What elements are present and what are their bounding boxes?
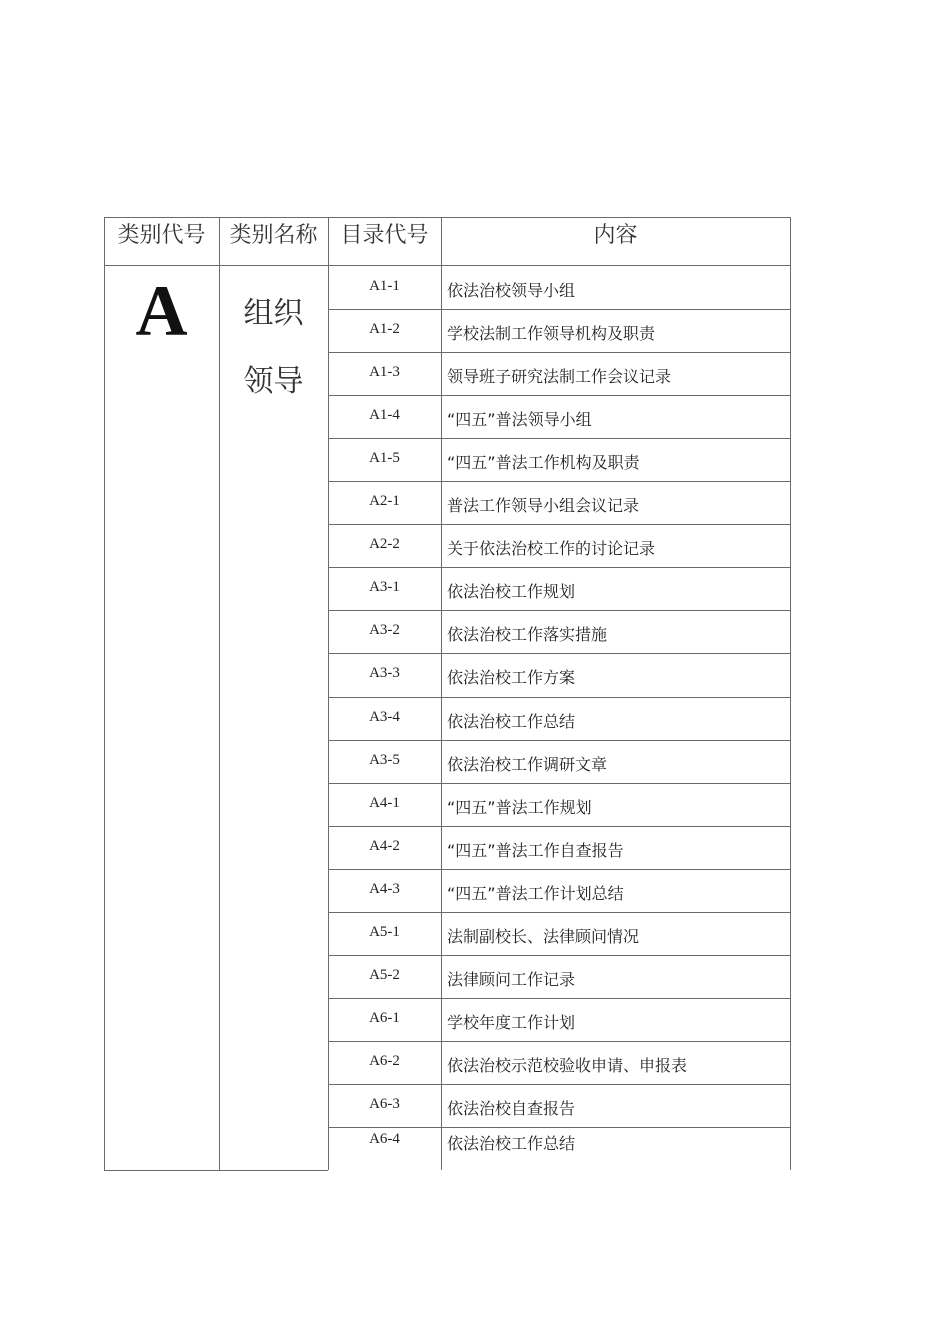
row-content: 依法治校自查报告	[447, 1098, 576, 1118]
row-code: A1-2	[369, 321, 400, 338]
table-row	[328, 567, 790, 610]
row-code: A6-4	[369, 1131, 400, 1147]
row-content: “四五”普法工作自查报告	[447, 840, 624, 860]
table-row	[328, 481, 790, 524]
table-row	[328, 1041, 790, 1084]
row-code: A2-1	[369, 493, 400, 510]
row-code: A3-3	[369, 665, 400, 682]
table-row	[328, 438, 790, 481]
category-code-letter: A	[135, 271, 188, 351]
table-row	[328, 783, 790, 826]
row-content: 学校年度工作计划	[447, 1012, 576, 1032]
table-row	[328, 524, 790, 567]
row-code: A6-1	[369, 1009, 400, 1026]
row-code: A3-5	[369, 751, 400, 768]
row-code: A3-1	[369, 579, 400, 596]
row-code: A3-2	[369, 622, 400, 639]
table-row	[328, 309, 790, 352]
row-code: A6-2	[369, 1052, 400, 1069]
row-code: A4-3	[369, 880, 400, 897]
row-code: A5-2	[369, 966, 400, 983]
row-code: A6-3	[369, 1095, 400, 1112]
row-content: 依法治校工作规划	[447, 582, 576, 602]
row-code: A4-1	[369, 794, 400, 811]
row-content: 依法治校工作落实措施	[447, 625, 608, 645]
table-row	[328, 1127, 790, 1170]
col-border	[790, 217, 791, 1170]
row-code: A2-2	[369, 536, 400, 553]
table-row	[328, 266, 790, 309]
row-content: 法制副校长、法律顾问情况	[447, 926, 640, 946]
header-category-code: 类别代号	[117, 222, 206, 248]
table-row	[328, 610, 790, 653]
row-content: “四五”普法工作计划总结	[447, 883, 624, 903]
table-row	[328, 826, 790, 869]
row-content: 学校法制工作领导机构及职责	[447, 324, 656, 344]
header-content: 内容	[593, 222, 638, 248]
header-category-name: 类别名称	[229, 222, 318, 248]
category-name-line2: 领导	[243, 364, 304, 399]
table-row	[328, 912, 790, 955]
row-content: 领导班子研究法制工作会议记录	[447, 367, 672, 387]
row-content: 依法治校工作方案	[447, 668, 576, 688]
table-row	[328, 653, 790, 696]
row-code: A3-4	[369, 708, 400, 725]
table-row	[328, 869, 790, 912]
row-content: 依法治校工作总结	[447, 1134, 576, 1153]
row-content: 依法治校领导小组	[447, 281, 576, 300]
row-content: “四五”普法工作规划	[447, 797, 592, 817]
table-row	[328, 395, 790, 438]
col-border	[104, 217, 105, 1170]
row-content: 普法工作领导小组会议记录	[447, 496, 640, 516]
table-row	[328, 998, 790, 1041]
row-code: A1-3	[369, 364, 400, 381]
table-row	[328, 955, 790, 998]
header-catalog-code: 目录代号	[340, 222, 429, 248]
row-code: A5-1	[369, 923, 400, 940]
row-code: A1-5	[369, 450, 400, 467]
row-code: A1-1	[369, 278, 400, 294]
table-bottom-border	[104, 1170, 328, 1171]
table-row	[328, 1084, 790, 1127]
table-row	[328, 352, 790, 395]
row-content: 法律顾问工作记录	[447, 969, 576, 989]
category-name-line1: 组织	[243, 296, 304, 331]
row-content: “四五”普法工作机构及职责	[447, 453, 640, 473]
row-code: A1-4	[369, 407, 400, 424]
row-content: 关于依法治校工作的讨论记录	[447, 539, 656, 559]
row-content: 依法治校示范校验收申请、申报表	[447, 1055, 688, 1075]
table-row	[328, 697, 790, 740]
row-content: 依法治校工作总结	[447, 711, 576, 731]
table-row	[328, 740, 790, 783]
row-content: “四五”普法领导小组	[447, 410, 592, 430]
row-content: 依法治校工作调研文章	[447, 754, 608, 774]
row-code: A4-2	[369, 837, 400, 854]
